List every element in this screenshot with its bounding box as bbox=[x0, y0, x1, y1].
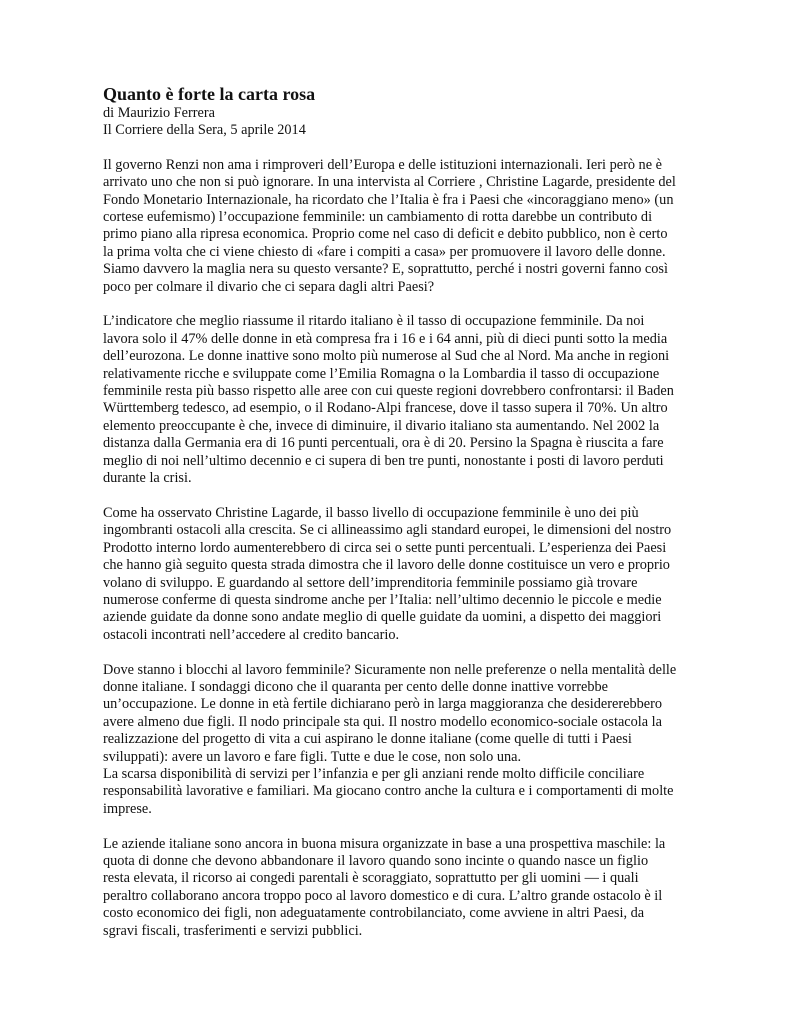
article-author: di Maurizio Ferrera bbox=[103, 105, 215, 121]
text-line: femminile resta più basso rispetto alle aree con cui queste regioni dovrebbero confrontarsi: il Baden bbox=[103, 383, 674, 400]
text-line: Prodotto interno lordo aumenterebbero di circa sei o sette punti percentuali. L’esperienza dei Paesi bbox=[103, 539, 667, 556]
paragraph bbox=[103, 157, 703, 296]
paragraph bbox=[103, 836, 703, 940]
text-line: relativamente ricche e sviluppate come l’Emilia Romagna o la Lombardia il tasso di occupazione bbox=[103, 365, 660, 382]
text-line: Württemberg tedesco, ad esempio, o il Rodano-Alpi francese, dove il tasso supera il 70%. Un altro bbox=[103, 400, 668, 417]
text-line: cortese eufemismo) l’occupazione femminile: un cambiamento di rotta darebbe un contributo di bbox=[103, 209, 653, 226]
text-line: sviluppati): avere un lavoro e fare figli. Tutte e due le cose, non solo una. bbox=[103, 748, 522, 765]
text-line: La scarsa disponibilità di servizi per l’infanzia e per gli anziani rende molto difficile conciliare bbox=[103, 765, 645, 782]
text-line: responsabilità lavorative e familiari. Ma giocano contro anche la cultura e i comportamenti di molte bbox=[103, 783, 674, 800]
text-line: meglio di noi nell’ultimo decennio e ci supera di ben tre punti, nonostante i posti di lavoro perduti bbox=[103, 452, 664, 469]
text-line: quota di donne che devono abbandonare il lavoro quando sono incinte o quando nasce un figlio bbox=[103, 853, 649, 869]
text-line: durante la crisi. bbox=[103, 470, 192, 487]
text-line: Le aziende italiane sono ancora in buona misura organizzate in base a una prospettiva maschile: la bbox=[103, 835, 666, 852]
text-line: ingombranti ostacoli alla crescita. Se ci allineassimo agli standard europei, le dimensioni del nostro bbox=[103, 522, 672, 539]
article-title: Quanto è forte la carta rosa bbox=[103, 84, 316, 104]
text-line: Dove stanno i blocchi al lavoro femminile? Sicuramente non nelle preferenze o nella mentalità delle bbox=[103, 661, 677, 678]
text-line: resta elevata, il ricorso ai congedi parentali è scoraggiato, soprattutto per gli uomini — i quali bbox=[103, 870, 639, 887]
paragraph bbox=[103, 313, 703, 487]
text-line: donne italiane. I sondaggi dicono che il quaranta per cento delle donne inattive vorrebbe bbox=[103, 678, 608, 695]
text-line: ostacoli incontrati nell’accedere al credito bancario. bbox=[103, 626, 400, 643]
text-line: la prima volta che ci viene chiesto di «fare i compiti a casa» per promuovere il lavoro delle donne. bbox=[103, 243, 666, 260]
text-line: L’indicatore che meglio riassume il ritardo italiano è il tasso di occupazione femminile. Da noi bbox=[103, 313, 645, 330]
paragraph bbox=[103, 505, 703, 644]
text-line: Siamo davvero la maglia nera su questo versante? E, soprattutto, perché i nostri governi fanno così bbox=[103, 261, 668, 278]
text-line: numerose conferme di questa sindrome anche per l’Italia: nell’ultimo decennio le piccole e medie bbox=[103, 591, 662, 608]
text-line: sgravi fiscali, trasferimenti e servizi pubblici. bbox=[103, 922, 363, 939]
text-line: volano di sviluppo. E guardando al settore dell’imprenditoria femminile possiamo già trovare bbox=[103, 574, 638, 591]
text-line: Come ha osservato Christine Lagarde, il basso livello di occupazione femminile è uno dei più bbox=[103, 504, 639, 521]
text-line: imprese. bbox=[103, 800, 152, 817]
text-line: distanza dalla Germania era di 16 punti percentuali, ora è di 20. Persino la Spagna è riuscita a fare bbox=[103, 435, 664, 452]
text-line: arrivato uno che non si può ignorare. In una intervista al Corriere , Christine Lagarde, presidente del bbox=[103, 174, 676, 191]
paragraph bbox=[103, 662, 703, 819]
article-body bbox=[103, 157, 703, 940]
text-line: poco per colmare il divario che ci separa dagli altri Paesi? bbox=[103, 278, 435, 295]
text-line: Fondo Monetario Internazionale, ha ricordato che l’Italia è fra i Paesi che «incoraggiano meno» (un bbox=[103, 191, 674, 208]
text-line: dell’eurozona. Le donne inattive sono molto più numerose al Sud che al Nord. Ma anche in regioni bbox=[103, 348, 670, 365]
text-line: che hanno già seguito questa strada dimostra che il lavoro delle donne costituisce un vero e proprio bbox=[103, 557, 670, 574]
text-line: Il governo Renzi non ama i rimproveri dell’Europa e delle istituzioni internazionali. Ieri però ne è bbox=[103, 156, 662, 173]
document-page bbox=[103, 83, 703, 957]
text-line: peraltro collaborano ancora troppo poco al lavoro domestico e di cura. L’altro grande ostacolo è il bbox=[103, 887, 663, 904]
text-line: elemento preoccupante è che, invece di diminuire, il divario italiano sta aumentando. Nel 2002 la bbox=[103, 417, 660, 434]
text-line: primo piano alla ripresa economica. Proprio come nel caso di deficit e debito pubblico, non è certo bbox=[103, 226, 668, 243]
text-line: realizzazione del progetto di vita a cui aspirano le donne italiane (come quelle di tutti i Paesi bbox=[103, 731, 632, 748]
text-line: avere almeno due figli. Il nodo principale sta qui. Il nostro modello economico-sociale ostacola la bbox=[103, 713, 662, 730]
text-line: aziende guidate da donne sono andate meglio di quelle guidate da uomini, a dispetto dei maggiori bbox=[103, 609, 662, 626]
article-source: Il Corriere della Sera, 5 aprile 2014 bbox=[103, 122, 306, 139]
text-line: un’occupazione. Le donne in età fertile dichiarano però in larga maggioranza che desidererebbero bbox=[103, 696, 663, 713]
text-line: costo economico dei figli, non adeguatamente controbilanciato, come avviene in altri Paesi, da bbox=[103, 905, 645, 922]
text-line: lavora solo il 47% delle donne in età compresa fra i 16 e i 64 anni, più di dieci punti sotto la media bbox=[103, 330, 668, 347]
